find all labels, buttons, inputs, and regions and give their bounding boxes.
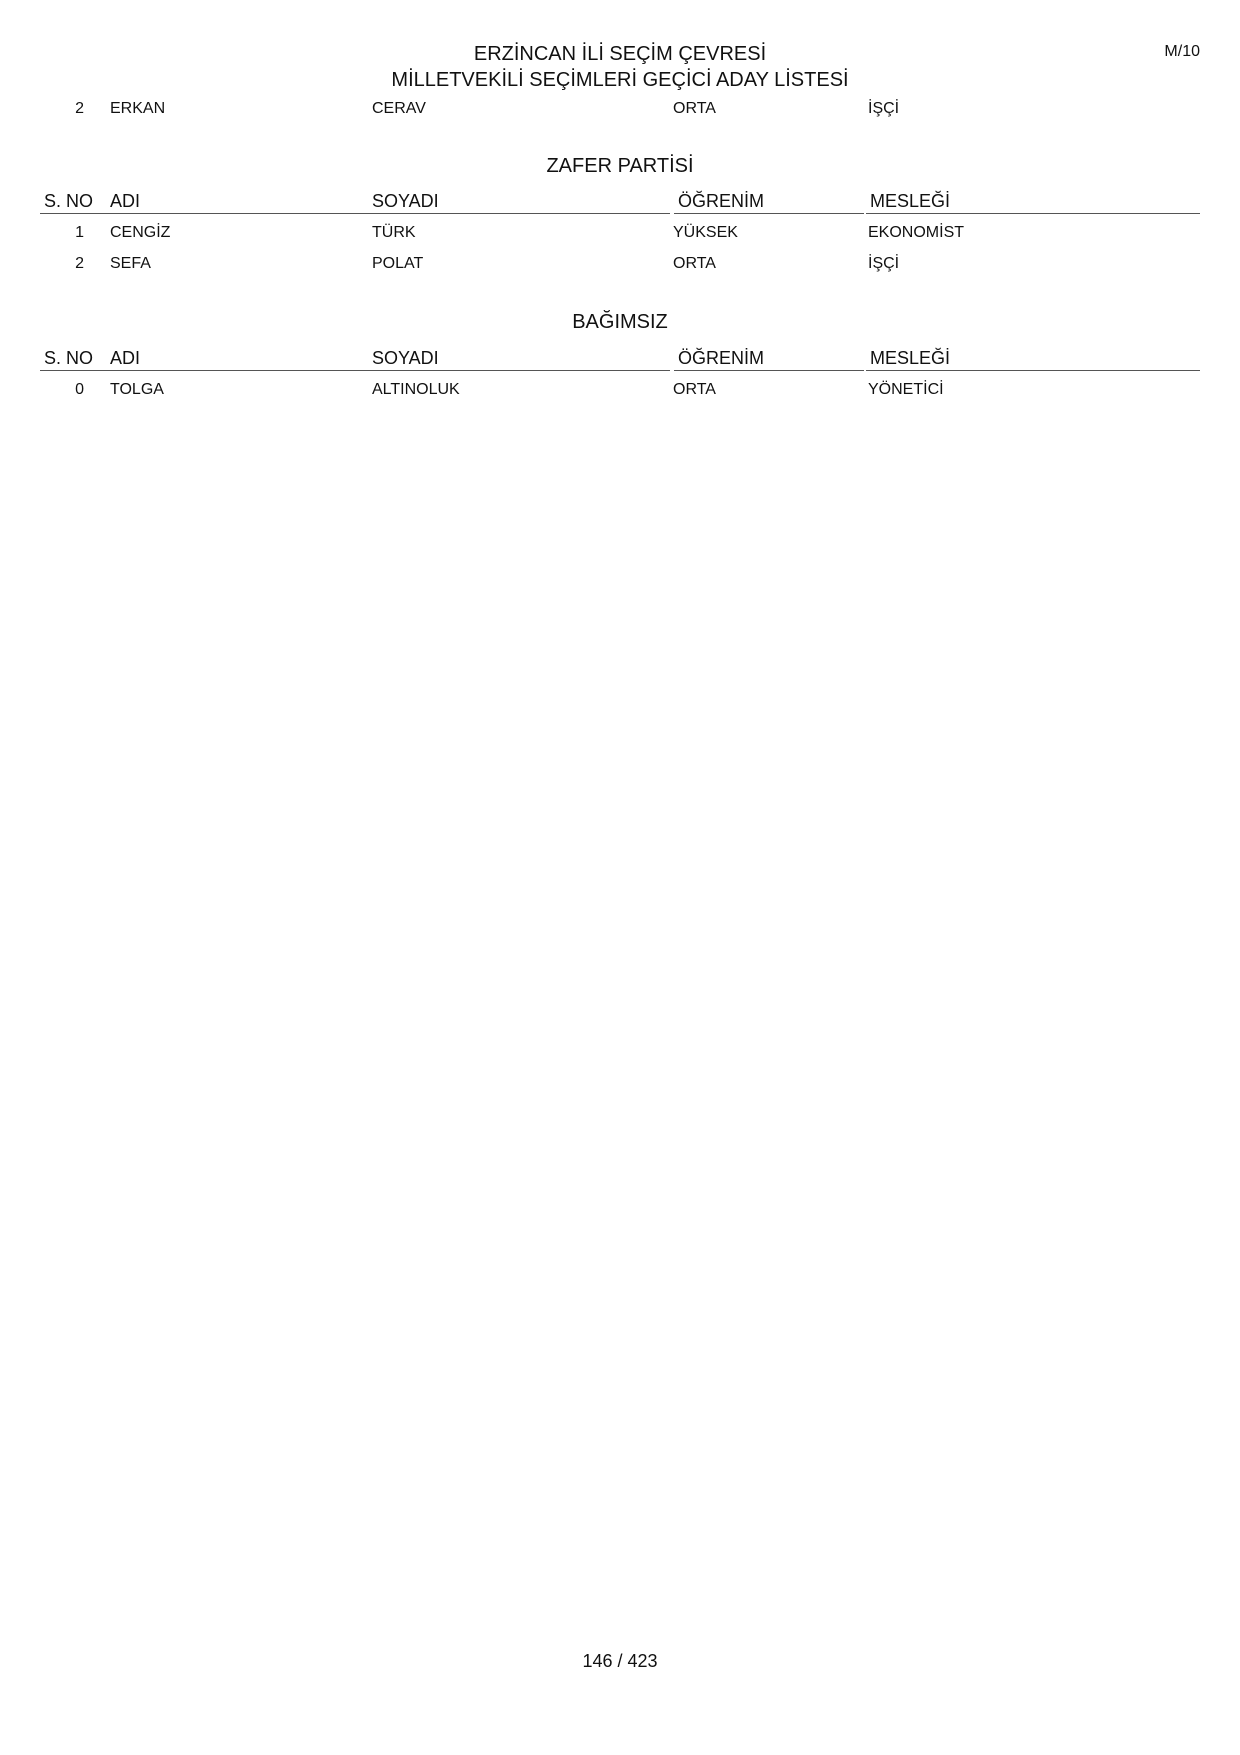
occupation: YÖNETİCİ	[868, 381, 944, 398]
table-header	[0, 189, 1240, 217]
table-row	[0, 98, 1240, 120]
row-number: 1	[75, 224, 84, 241]
column-header-occupation: MESLEĞİ	[866, 346, 1200, 371]
column-header-first-name: ADI	[106, 346, 368, 371]
first-name: CENGİZ	[110, 224, 171, 241]
last-name: ALTINOLUK	[372, 381, 460, 398]
column-header-education: ÖĞRENİM	[674, 346, 864, 371]
column-header-last-name: SOYADI	[368, 189, 670, 214]
column-header-occupation: MESLEĞİ	[866, 189, 1200, 214]
page-number: 146 / 423	[582, 1651, 658, 1671]
first-name: TOLGA	[110, 381, 164, 398]
document-title: ERZİNCAN İLİ SEÇİM ÇEVRESİ	[473, 43, 767, 65]
row-number: 2	[75, 255, 84, 272]
column-header-last-name: SOYADI	[368, 346, 670, 371]
last-name: CERAV	[372, 100, 426, 117]
row-number: 2	[75, 100, 84, 117]
first-name: SEFA	[110, 255, 151, 272]
table-row	[0, 379, 1240, 401]
column-header-no: S. NO	[40, 189, 106, 214]
column-header-education: ÖĞRENİM	[674, 189, 864, 214]
occupation: EKONOMİST	[868, 224, 965, 241]
form-code: M/10	[1164, 43, 1200, 60]
education: YÜKSEK	[673, 224, 738, 241]
occupation: İŞÇİ	[868, 100, 900, 117]
section-title-independent: BAĞIMSIZ	[572, 311, 668, 333]
education: ORTA	[673, 255, 716, 272]
table-row	[0, 253, 1240, 275]
table-row	[0, 222, 1240, 244]
document-subtitle: MİLLETVEKİLİ SEÇİMLERİ GEÇİCİ ADAY LİSTESİ	[391, 69, 849, 91]
occupation: İŞÇİ	[868, 255, 900, 272]
section-title-party: ZAFER PARTİSİ	[546, 155, 694, 177]
column-header-first-name: ADI	[106, 189, 368, 214]
table-header	[0, 346, 1240, 374]
education: ORTA	[673, 381, 716, 398]
row-number: 0	[75, 381, 84, 398]
education: ORTA	[673, 100, 716, 117]
last-name: TÜRK	[372, 224, 416, 241]
first-name: ERKAN	[110, 100, 166, 117]
column-header-no: S. NO	[40, 346, 106, 371]
last-name: POLAT	[372, 255, 424, 272]
